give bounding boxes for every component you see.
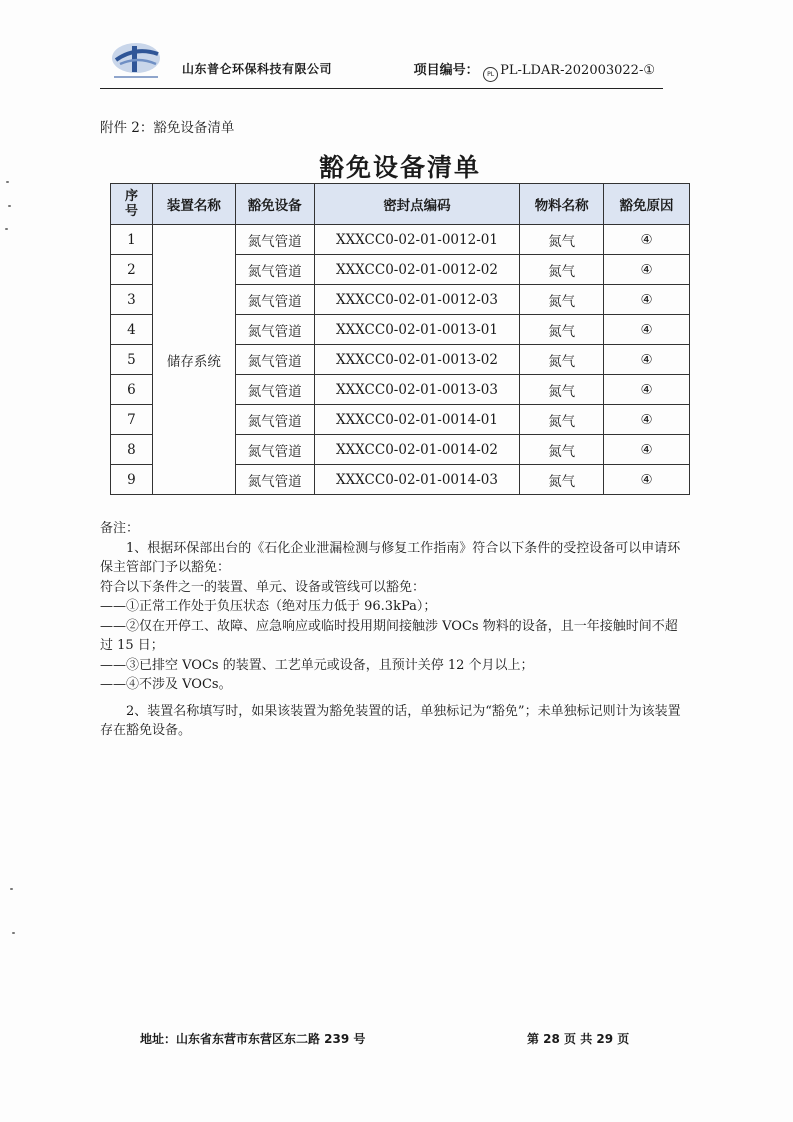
material-cell: 氮气 — [520, 285, 604, 315]
reason-cell: ④ — [604, 225, 690, 255]
table-header-row — [111, 184, 690, 225]
equipment-cell: 氮气管道 — [235, 405, 314, 435]
seal-code-cell: XXXCC0-02-01-0012-01 — [314, 225, 520, 255]
note-line: 2、装置名称填写时，如果该装置为豁免装置的话，单独标记为“豁免”；未单独标记则计为该装置存在豁免设备。 — [100, 703, 681, 738]
material-cell: 氮气 — [520, 255, 604, 285]
equipment-cell: 氮气管道 — [235, 435, 314, 465]
page-header — [100, 30, 663, 89]
header-cell: 物料名称 — [520, 184, 604, 225]
note-line: ——③已排空 VOCs 的装置、工艺单元或设备，且预计关停 12 个月以上； — [100, 657, 534, 673]
scan-speck — [5, 228, 8, 230]
row-number-cell: 6 — [111, 375, 153, 405]
equipment-cell: 氮气管道 — [235, 375, 314, 405]
material-cell: 氮气 — [520, 465, 604, 495]
attachment-label: 附件 2：豁免设备清单 — [100, 120, 235, 136]
reason-cell: ④ — [604, 345, 690, 375]
project-number — [414, 59, 655, 82]
note-line: ——①正常工作处于负压状态（绝对压力低于 96.3kPa）； — [100, 599, 437, 614]
seal-code-cell: XXXCC0-02-01-0014-01 — [314, 405, 520, 435]
row-number-cell: 1 — [111, 225, 153, 255]
project-code: PL-LDAR-202003022-① — [500, 63, 655, 78]
seal-code-cell: XXXCC0-02-01-0014-03 — [314, 465, 520, 495]
material-cell: 氮气 — [520, 405, 604, 435]
exemption-table — [110, 183, 690, 495]
seal-code-cell: XXXCC0-02-01-0013-02 — [314, 345, 520, 375]
material-cell: 氮气 — [520, 375, 604, 405]
row-number-cell: 3 — [111, 285, 153, 315]
scan-speck — [10, 888, 13, 890]
reason-cell: ④ — [604, 465, 690, 495]
header-cell: 装置名称 — [152, 184, 235, 225]
row-number-cell: 8 — [111, 435, 153, 465]
notes-section — [100, 519, 690, 741]
notes-heading: 备注： — [100, 521, 140, 536]
seal-code-cell: XXXCC0-02-01-0014-02 — [314, 435, 520, 465]
seal-code-cell: XXXCC0-02-01-0013-01 — [314, 315, 520, 345]
header-cell: 豁免设备 — [235, 184, 314, 225]
reason-cell: ④ — [604, 315, 690, 345]
seal-code-cell: XXXCC0-02-01-0012-03 — [314, 285, 520, 315]
reason-cell: ④ — [604, 435, 690, 465]
equipment-cell: 氮气管道 — [235, 285, 314, 315]
footer-address: 地址：山东省东营市东营区东二路 239 号 — [140, 1032, 366, 1046]
device-name-cell: 储存系统 — [152, 225, 235, 495]
equipment-cell: 氮气管道 — [235, 315, 314, 345]
note-line: 1、根据环保部出台的《石化企业泄漏检测与修复工作指南》符合以下条件的受控设备可以申请环保主管部门予以豁免： — [100, 540, 681, 575]
company-name: 山东普仑环保科技有限公司 — [182, 62, 333, 76]
header-cell: 序 号 — [111, 184, 153, 225]
material-cell: 氮气 — [520, 345, 604, 375]
equipment-cell: 氮气管道 — [235, 345, 314, 375]
row-number-cell: 4 — [111, 315, 153, 345]
header-cell: 密封点编码 — [314, 184, 520, 225]
material-cell: 氮气 — [520, 225, 604, 255]
table-row — [111, 225, 690, 255]
seal-code-cell: XXXCC0-02-01-0012-02 — [314, 255, 520, 285]
reason-cell: ④ — [604, 285, 690, 315]
note-line: ——②仅在开停工、故障、应急响应或临时投用期间接触涉 VOCs 物料的设备，且一年接触时间不超过 15 日； — [100, 618, 678, 653]
seal-icon: PL — [483, 67, 498, 82]
reason-cell: ④ — [604, 375, 690, 405]
row-number-cell: 9 — [111, 465, 153, 495]
reason-cell: ④ — [604, 255, 690, 285]
row-number-cell: 7 — [111, 405, 153, 435]
scan-speck — [12, 932, 15, 934]
note-line: 符合以下条件之一的装置、单元、设备或管线可以豁免： — [100, 579, 426, 595]
material-cell: 氮气 — [520, 315, 604, 345]
row-number-cell: 5 — [111, 345, 153, 375]
project-label: 项目编号： — [413, 63, 479, 78]
equipment-cell: 氮气管道 — [235, 255, 314, 285]
document-title: 豁免设备清单 — [318, 153, 481, 182]
scan-speck — [8, 205, 11, 207]
equipment-cell: 氮气管道 — [235, 225, 314, 255]
scan-speck — [6, 181, 9, 183]
reason-cell: ④ — [604, 405, 690, 435]
seal-code-cell: XXXCC0-02-01-0013-03 — [314, 375, 520, 405]
header-cell: 豁免原因 — [604, 184, 690, 225]
footer-page-number: 第 28 页 共 29 页 — [527, 1032, 630, 1046]
equipment-cell: 氮气管道 — [235, 465, 314, 495]
note-line: ——④不涉及 VOCs。 — [100, 677, 232, 692]
row-number-cell: 2 — [111, 255, 153, 285]
company-logo — [106, 36, 166, 84]
material-cell: 氮气 — [520, 435, 604, 465]
